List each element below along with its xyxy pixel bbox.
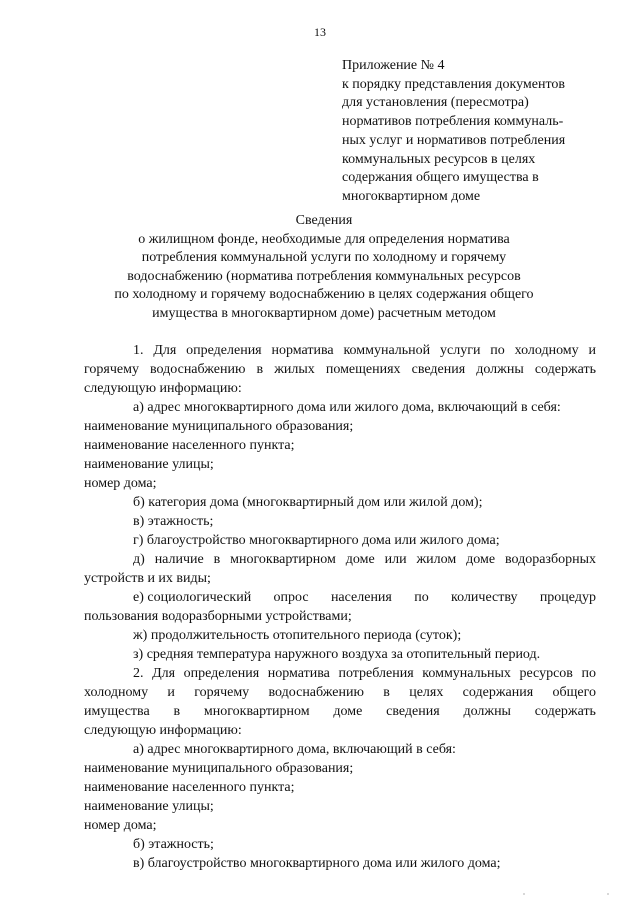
list-subitem: наименование населенного пункта; xyxy=(84,438,295,453)
list-subitem: номер дома; xyxy=(84,818,157,833)
word: должны xyxy=(463,704,511,719)
word: опрос xyxy=(273,590,309,605)
word: сведения xyxy=(386,704,440,719)
word: количеству xyxy=(451,590,518,605)
word: населения xyxy=(330,590,392,605)
list-item-address: а) адрес многоквартирного дома, включающий в себя: xyxy=(133,742,456,757)
list-subitem: наименование муниципального образования; xyxy=(84,419,354,434)
list-subitem: наименование улицы; xyxy=(84,799,214,814)
title-line: имущества в многоквартирном доме) расчетным методом xyxy=(152,305,496,321)
page-number: 13 xyxy=(314,25,326,39)
paragraph-2-line: следующую информацию: xyxy=(84,723,242,738)
appendix-header xyxy=(342,57,612,207)
word: в xyxy=(173,704,181,719)
title-heading: Сведения xyxy=(295,213,353,228)
list-item-address: а) адрес многоквартирного дома или жилого дома, включающий в себя: xyxy=(133,400,561,415)
title-line: водоснабжению (норматива потребления коммунальных ресурсов xyxy=(127,268,521,284)
word: по xyxy=(414,590,429,605)
list-item: з) средняя температура наружного воздуха за отопительный период. xyxy=(133,647,541,662)
list-item: в) этажность; xyxy=(133,514,214,529)
list-subitem: наименование улицы; xyxy=(84,457,214,472)
appendix-line: содержания общего имущества в xyxy=(342,170,539,186)
scan-artifact xyxy=(523,893,525,895)
appendix-line: ных услуг и нормативов потребления xyxy=(342,132,566,148)
title-line: о жилищном фонде, необходимые для определения норматива xyxy=(138,231,510,247)
word: содержать xyxy=(534,704,596,719)
list-item: г) благоустройство многоквартирного дома или жилого дома; xyxy=(133,533,500,548)
paragraph-1-line: следующую информацию: xyxy=(84,381,242,396)
word: процедур xyxy=(539,590,596,605)
title-line: потребления коммунальной услуги по холодному и горячему xyxy=(141,250,507,265)
paragraph-2-line: 2. Для определения норматива потребления коммунальных ресурсов по xyxy=(133,666,596,681)
document-body xyxy=(84,341,596,873)
list-item-spread xyxy=(84,588,596,607)
list-subitem: наименование муниципального образования; xyxy=(84,761,354,776)
list-subitem: наименование населенного пункта; xyxy=(84,780,295,795)
title-line: по холодному и горячему водоснабжению в целях содержания общего xyxy=(114,287,534,302)
appendix-line: многоквартирном доме xyxy=(342,188,481,204)
paragraph-1-line: 1. Для определения норматива коммунальной услуги по холодному и xyxy=(133,343,596,358)
paragraph-1-line: горячему водоснабжению в жилых помещениях сведения должны содержать xyxy=(84,362,596,377)
list-item: б) этажность; xyxy=(133,837,214,852)
list-item: б) категория дома (многоквартирный дом или жилой дом); xyxy=(133,495,483,510)
list-subitem: номер дома; xyxy=(84,476,157,491)
appendix-line: к порядку представления документов xyxy=(342,76,566,92)
appendix-line: нормативов потребления коммуналь- xyxy=(342,114,564,130)
word: е) социологический xyxy=(133,590,252,605)
list-item: в) благоустройство многоквартирного дома или жилого дома; xyxy=(133,856,501,871)
word: доме xyxy=(333,704,363,719)
scan-artifact xyxy=(607,893,609,895)
word: имущества xyxy=(84,704,150,719)
list-item-continuation: устройств и их виды; xyxy=(84,571,211,586)
paragraph-2-line: холодному и горячему водоснабжению в целях содержания общего xyxy=(84,685,596,700)
document-title xyxy=(92,212,556,323)
paragraph-2-line-spread xyxy=(84,702,596,721)
word: многоквартирном xyxy=(203,704,310,719)
list-item-continuation: пользования водоразборными устройствами; xyxy=(84,609,352,624)
list-item: д) наличие в многоквартирном доме или жилом доме водоразборных xyxy=(133,552,596,567)
appendix-line: для установления (пересмотра) xyxy=(342,95,529,111)
appendix-line: коммунальных ресурсов в целях xyxy=(342,151,536,167)
list-item: ж) продолжительность отопительного периода (суток); xyxy=(133,628,462,643)
appendix-line: Приложение № 4 xyxy=(342,58,445,73)
